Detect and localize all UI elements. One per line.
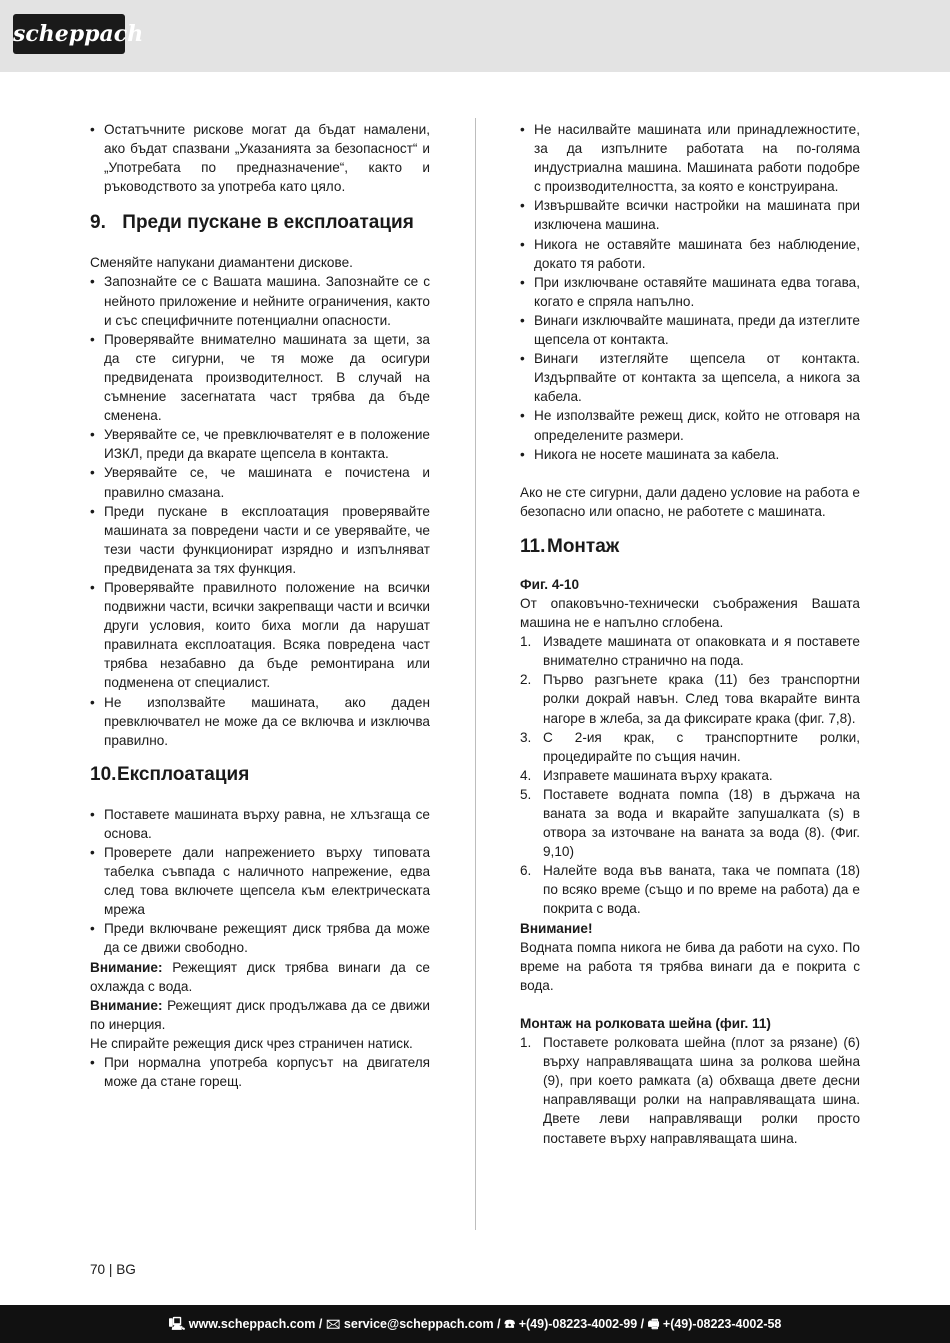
section-10-bullet-list-2 bbox=[90, 1053, 430, 1091]
list-item: • Уверявайте се, че превключвателят е в положение ИЗКЛ, преди да вкарате щепсела в контакта. bbox=[90, 425, 430, 463]
column-divider bbox=[475, 118, 476, 1230]
list-item bbox=[520, 670, 860, 727]
list-item: • Винаги изключвайте машината, преди да изтеглите щепсела от контакта. bbox=[520, 311, 860, 349]
step-number: 3. bbox=[520, 729, 532, 745]
step-text: Изправете машината върху краката. bbox=[543, 767, 773, 783]
attention-label: Внимание: bbox=[90, 997, 163, 1013]
attention-text: Режещият диск продължава да се движи по инерция. bbox=[90, 997, 430, 1032]
safety-bullet-list bbox=[520, 120, 860, 464]
note-text: Не спирайте режещия диск чрез страничен натиск. bbox=[90, 1035, 413, 1051]
list-item: • Не използвайте режещ диск, който не отговаря на определените размери. bbox=[520, 406, 860, 444]
assembly-steps bbox=[520, 632, 860, 918]
section-10-heading bbox=[90, 763, 430, 787]
section-9-heading bbox=[90, 211, 430, 235]
step-text: Налейте вода във ваната, така че помпата (18) по всяко време (също и по време на работа) да е покрита с вода. bbox=[543, 863, 860, 917]
section-10-bullet-list bbox=[90, 805, 430, 958]
step-number: 2. bbox=[520, 672, 532, 688]
left-column bbox=[90, 120, 430, 1091]
list-item bbox=[520, 861, 860, 918]
list-item: • Запознайте се с Вашата машина. Запознайте се с нейното приложение и нейните ограничения, както и със специфичните потенциални опасности. bbox=[90, 272, 430, 329]
subheading: Монтаж на ролковата шейна (фиг. 11) bbox=[520, 1015, 771, 1031]
step-number: 1. bbox=[520, 634, 532, 650]
attention-label: Внимание: bbox=[90, 959, 163, 975]
section-title: Монтаж bbox=[547, 535, 620, 557]
intro-bullet-list bbox=[90, 120, 430, 196]
list-item bbox=[520, 1033, 860, 1148]
step-text: С 2-ия крак, с транспортните ролки, процедирайте по същия начин. bbox=[543, 729, 860, 764]
figure-label: Фиг. 4-10 bbox=[520, 576, 580, 592]
list-item: • При изключване оставяйте машината едва тогава, когато е спряла напълно. bbox=[520, 273, 860, 311]
section-11-heading bbox=[520, 535, 860, 559]
step-text: Извадете машината от опаковката и я поставете внимателно странично на пода. bbox=[543, 634, 860, 669]
list-item bbox=[520, 766, 860, 785]
page-footer: 🖳 www.scheppach.com / 🖂 service@scheppach.com / ☎ +(49)-08223-4002-99 / 🖷 +(49)-08223-4002-58 bbox=[0, 1305, 950, 1343]
list-item: • Проверявайте внимателно машината за щети, за да сте сигурни, че тя може да осигури предвидената производителност. В случай на съмнение засегнатата част трябва да бъде сменена. bbox=[90, 330, 430, 425]
attention-label: Внимание! bbox=[520, 920, 593, 936]
list-item: • Остатъчните рискове могат да бъдат намалени, ако бъдат спазвани „Указанията за безопасност“ и „Употребата по предназначение“, както и ръководството за употреба като цяло. bbox=[90, 120, 430, 196]
brand-logo: scheppach bbox=[13, 14, 125, 54]
unsure-paragraph: Ако не сте сигурни, дали дадено условие на работа е безопасно или опасно, не работете с машината. bbox=[520, 484, 860, 519]
list-item: • При нормална употреба корпусът на двигателя може да стане горещ. bbox=[90, 1053, 430, 1091]
section-9-intro: Сменяйте напукани диамантени дискове. bbox=[90, 255, 353, 271]
attention-note bbox=[90, 996, 430, 1034]
step-number: 5. bbox=[520, 786, 532, 802]
section-number: 11. bbox=[520, 535, 546, 557]
list-item: • Проверете дали напрежението върху типовата табелка съвпада с наличното напрежение, едва след това включете щепсела към електрическата мрежа bbox=[90, 843, 430, 919]
step-number: 1. bbox=[520, 1035, 532, 1051]
step-text: Поставете ролковата шейна (плот за рязане) (6) върху направляващата шина за ролкова шейна (9), при което рамката (a) обхваща двете десни направляващи ролки на направляващата шина. Двете леви направляващи ролки просто поставете върху направляващата шина. bbox=[543, 1035, 860, 1146]
step-text: Първо разгънете крака (11) без транспортни ролки докрай навън. След това вкарайте винта нагоре в жлеба, за да фиксирате крака (фиг. 7,8). bbox=[543, 672, 860, 726]
step-text: Поставете водната помпа (18) в държача на ваната за вода и вкарайте запушалката (s) в отвора за източване на ваната за вода (8). (Фиг. 9,10) bbox=[543, 786, 860, 860]
list-item: • Никога не носете машината за кабела. bbox=[520, 445, 860, 464]
list-item: • Преди пускане в експлоатация проверявайте машината за повредени части и се уверявайте, че тези части функционират изрядно и изпълняват предвидената за тях функция. bbox=[90, 502, 430, 578]
attention-note bbox=[90, 958, 430, 996]
section-title: Експлоатация bbox=[117, 763, 250, 785]
attention-text: Водната помпа никога не бива да работи на сухо. По време на работа тя трябва винаги да е покрита с вода. bbox=[520, 939, 860, 993]
page-header bbox=[0, 0, 950, 72]
step-number: 4. bbox=[520, 767, 532, 783]
list-item: • Извършвайте всички настройки на машината при изключена машина. bbox=[520, 196, 860, 234]
section-number: 9. bbox=[90, 212, 106, 234]
step-number: 6. bbox=[520, 863, 532, 879]
list-item: • Не използвайте машината, ако даден превключвател не може да се включва и изключва правилно. bbox=[90, 693, 430, 750]
section-11-intro: От опаковъчно-технически съображения Вашата машина не е напълно сглобена. bbox=[520, 595, 860, 631]
page-number: 70 | BG bbox=[90, 1262, 136, 1277]
list-item: • Никога не оставяйте машината без наблюдение, докато тя работи. bbox=[520, 235, 860, 273]
list-item bbox=[520, 785, 860, 861]
section-number: 10. bbox=[90, 763, 117, 785]
section-title: Преди пускане в експлоатация bbox=[122, 212, 414, 234]
right-column bbox=[520, 120, 860, 1148]
list-item bbox=[520, 632, 860, 670]
attention-text: Режещият диск трябва винаги да се охлажда с вода. bbox=[90, 959, 430, 994]
list-item: • Преди включване режещият диск трябва да може да се движи свободно. bbox=[90, 919, 430, 957]
list-item: • Проверявайте правилното положение на всички подвижни части, всички закрепващи части и всички други условия, които биха могли да нарушат правилната експлоатация. Всяка повредена част трябва незабавно да бъде ремонтирана или подменена от специалист. bbox=[90, 578, 430, 693]
list-item: • Поставете машината върху равна, не хлъзгаща се основа. bbox=[90, 805, 430, 843]
list-item: • Уверявайте се, че машината е почистена и правилно смазана. bbox=[90, 463, 430, 501]
list-item: • Не насилвайте машината или принадлежностите, за да изпълните работата на по-голяма индустриална машина. Машината работи подобре с производителността, за която е конструирана. bbox=[520, 120, 860, 196]
list-item: • Винаги изтегляйте щепсела от контакта. Издърпвайте от контакта за щепсела, а никога за кабела. bbox=[520, 349, 860, 406]
list-item bbox=[520, 728, 860, 766]
carriage-steps bbox=[520, 1033, 860, 1148]
section-9-bullet-list bbox=[90, 272, 430, 749]
